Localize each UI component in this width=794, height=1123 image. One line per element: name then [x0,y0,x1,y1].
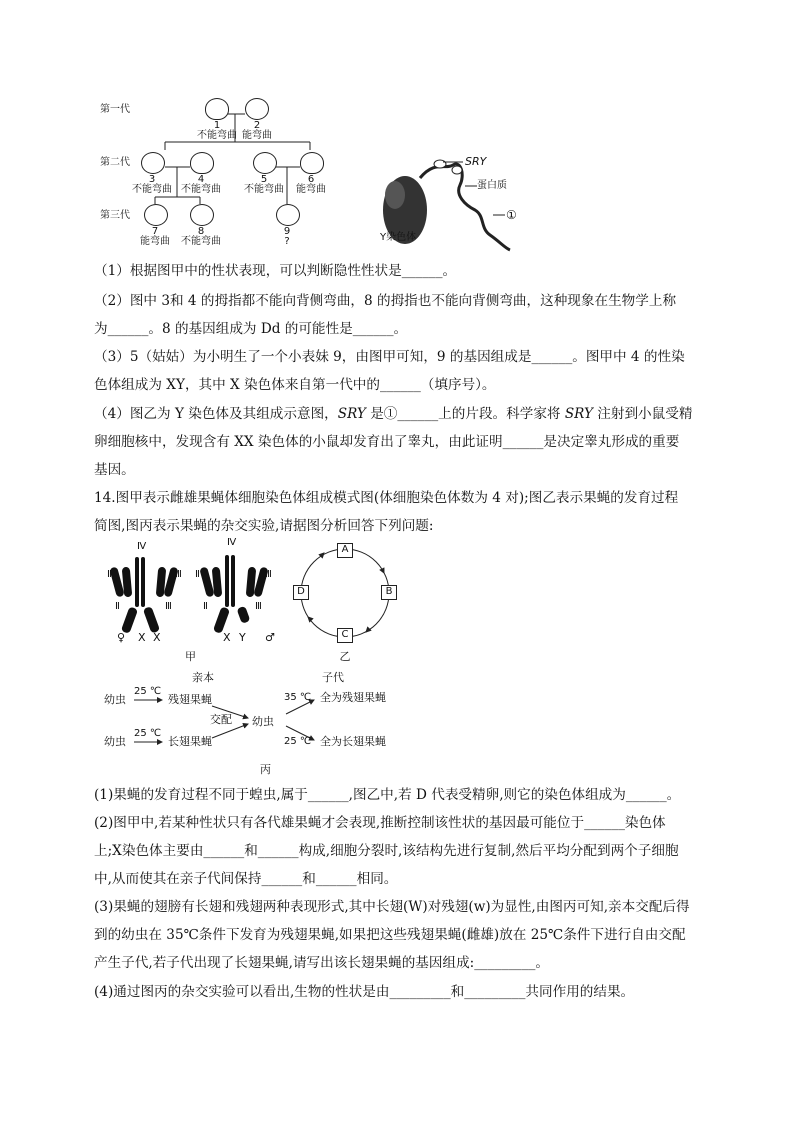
q13-line-1: （1）根据图甲中的性状表现，可以判断隐性性状是______。 [94,263,457,279]
pedigree-lines [95,92,395,257]
person-2-trait: 能弯曲 [242,130,272,141]
q13-line-6-sry: SRY [337,406,366,422]
person-5-icon [253,152,277,174]
protein-label: 蛋白质 [477,180,507,191]
person-8-trait: 不能弯曲 [181,236,221,247]
figure-bing-caption: 丙 [260,763,271,776]
temp-4: 25 ℃ [284,736,312,747]
roman-2-female-top: Ⅱ [107,569,112,580]
q13-line-2: （2）图中 3和 4 的拇指都不能向背侧弯曲，8 的拇指也不能向背侧弯曲，这种现象在生物学上称 [94,293,677,309]
cycle-node-c: C [337,628,353,643]
roman-3-female-top: Ⅲ [175,569,182,580]
y-chromosome-figure [365,150,535,260]
figure-jia [105,537,290,667]
roman-2-male-bottom: Ⅱ [203,601,208,612]
person-6-icon [300,152,324,174]
female-x-1: X [138,631,146,644]
person-8-number: 8 [197,226,205,237]
q14-part-3-line-2: 到的幼虫在 35℃条件下发育为残翅果蝇,如果把这些残翅果蝇(雌雄)放在 25℃条件下进行自由交配 [94,927,686,943]
roman-4-male: Ⅳ [227,537,237,548]
person-1-number: 1 [213,120,221,131]
person-1-icon [205,98,229,120]
result-all-vestigial: 全为残翅果蝇 [320,691,386,704]
sry-label: SRY [465,155,487,168]
q13-line-8: 基因。 [94,462,135,478]
result-vestigial-parent: 残翅果蝇 [168,693,212,706]
temp-3: 35 ℃ [284,692,312,703]
person-3-trait: 不能弯曲 [132,184,172,195]
person-1-trait: 不能弯曲 [197,130,237,141]
q13-line-6-a: （4）图乙为 Y 染色体及其组成示意图， [94,406,338,422]
larva-2: 幼虫 [104,735,126,748]
roman-3-female-bottom: Ⅲ [165,601,172,612]
q13-line-7: 卵细胞核中，发现含有 XX 染色体的小鼠却发育出了睾丸，由此证明______是决定睾丸形成的重要 [94,434,680,450]
figure-jia-caption: 甲 [185,650,196,663]
mate-label: 交配 [210,713,232,726]
q14-part-2-line-2: 上;X染色体主要由______和______构成,细胞分裂时,该结构先进行复制,然后平均分配到两个子细胞 [94,843,679,859]
chromosome-drawing [105,537,290,667]
roman-4-female: Ⅳ [137,541,147,552]
cycle-node-b: B [381,585,397,600]
generation-3-label: 第三代 [100,210,130,221]
q14-part-1: (1)果蝇的发育过程不同于蝗虫,属于______,图乙中,若 D 代表受精卵,则它的染色体组成为______。 [94,787,681,803]
person-6-number: 6 [307,174,315,185]
offspring-header: 子代 [322,671,344,684]
person-4-icon [190,152,214,174]
person-3-number: 3 [148,174,156,185]
pedigree-figure [95,92,395,257]
person-9-number: 9 [283,226,291,237]
q13-line-6-e: 注射到小鼠受精 [592,406,693,422]
result-all-long: 全为长翅果蝇 [320,735,386,748]
person-6-trait: 能弯曲 [296,184,326,195]
person-2-number: 2 [253,120,261,131]
q13-line-5: 色体组成为 XY，其中 X 染色体来自第一代中的______（填序号）。 [94,377,496,393]
q13-line-6-c: 是①______上的片段。科学家将 [365,406,565,422]
q13-line-4: （3）5（姑姑）为小明生了一个小表妹 9，由图甲可知，9 的基因组成是______。图甲中 4 的性染 [94,349,685,365]
person-4-trait: 不能弯曲 [181,184,221,195]
person-7-icon [144,204,168,226]
generation-1-label: 第一代 [100,104,130,115]
person-9-trait: ? [284,236,290,247]
temp-1: 25 ℃ [134,686,162,697]
parent-header: 亲本 [192,671,214,684]
person-7-number: 7 [151,226,159,237]
person-3-icon [141,152,165,174]
male-y: Y [239,631,246,644]
result-long-parent: 长翅果蝇 [168,735,212,748]
figure-yi-caption: 乙 [339,650,351,663]
roman-2-female-bottom: Ⅱ [115,601,120,612]
roman-3-male-bottom: Ⅲ [255,601,262,612]
q13-line-6-sry-2: SRY [564,406,593,422]
circle-1-label: ① [506,208,517,222]
female-x-2: X [153,631,161,644]
q14-part-3-line-1: (3)果蝇的翅膀有长翅和残翅两种表现形式,其中长翅(W)对残翅(w)为显性,由图丙可知,亲本交配后得 [94,899,690,915]
male-x: X [223,631,231,644]
female-symbol: ♀ [117,631,126,644]
person-9-icon [276,204,300,226]
q14-part-3-line-3: 产生子代,若子代出现了长翅果蝇,请写出该长翅果蝇的基因组成:_________。 [94,955,550,971]
person-7-trait: 能弯曲 [140,236,170,247]
male-symbol: ♂ [265,631,275,644]
person-5-trait: 不能弯曲 [244,184,284,195]
larva-1: 幼虫 [104,693,126,706]
roman-2-male-top: Ⅱ [195,569,200,580]
larva-3: 幼虫 [252,715,274,728]
person-8-icon [190,204,214,226]
q14-intro-2: 简图,图丙表示果蝇的杂交实验,请据图分析回答下列问题: [94,518,434,534]
cycle-node-d: D [293,585,309,600]
q14-intro-1: 14.图甲表示雌雄果蝇体细胞染色体组成模式图(体细胞染色体数为 4 对);图乙表示果蝇的发育过程 [94,490,679,506]
person-4-number: 4 [197,174,205,185]
q14-part-2-line-1: (2)图甲中,若某种性状只有各代雄果蝇才会表现,推断控制该性状的基因最可能位于______染色体 [94,815,666,831]
q14-part-2-line-3: 中,从而使其在亲子代间保持______和______相同。 [94,871,398,887]
roman-3-male-top: Ⅲ [265,569,272,580]
generation-2-label: 第二代 [100,157,130,168]
person-5-number: 5 [260,174,268,185]
cycle-node-a: A [337,543,353,558]
q14-part-4: (4)通过图丙的杂交实验可以看出,生物的性状是由_________和_________共同作用的结果。 [94,984,635,1000]
person-2-icon [245,98,269,120]
temp-2: 25 ℃ [134,728,162,739]
q13-line-3: 为______。8 的基因组成为 Dd 的可能性是______。 [94,321,408,337]
figure-bing [100,670,410,780]
q13-line-6 [94,404,692,424]
y-chromosome-caption: Y染色体 [380,232,417,243]
figure-yi [288,537,408,667]
